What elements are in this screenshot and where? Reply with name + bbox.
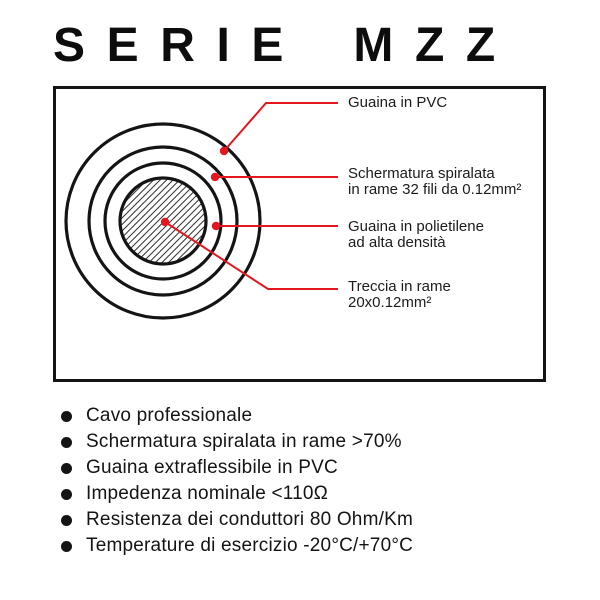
callout-dot-treccia-rame bbox=[161, 218, 169, 226]
feature-item bbox=[61, 405, 413, 427]
callout-label-guaina-polietilene: Guaina in polietilene ad alta densità bbox=[348, 218, 484, 251]
cable-cross-section-box bbox=[53, 86, 546, 382]
feature-item bbox=[61, 431, 413, 453]
callout-dot-guaina-pvc bbox=[220, 147, 228, 155]
callout-label-schermatura: Schermatura spiralata in rame 32 fili da 0.12mm² bbox=[348, 165, 522, 198]
feature-item bbox=[61, 457, 413, 479]
bullet-icon bbox=[61, 437, 72, 448]
feature-item bbox=[61, 483, 413, 505]
callout-dot-guaina-polietilene bbox=[212, 222, 220, 230]
feature-item bbox=[61, 535, 413, 557]
feature-list bbox=[61, 405, 413, 557]
page-title: SERIE MZZ bbox=[53, 19, 517, 72]
callout-line-guaina-pvc bbox=[224, 103, 338, 151]
callout-label-guaina-pvc: Guaina in PVC bbox=[348, 94, 448, 111]
bullet-icon bbox=[61, 463, 72, 474]
feature-text: Guaina extraflessibile in PVC bbox=[86, 457, 338, 478]
feature-text: Resistenza dei conduttori 80 Ohm/Km bbox=[86, 509, 413, 530]
callout-label-treccia-rame: Treccia in rame 20x0.12mm² bbox=[348, 278, 451, 311]
bullet-icon bbox=[61, 515, 72, 526]
bullet-icon bbox=[61, 541, 72, 552]
feature-item bbox=[61, 509, 413, 531]
feature-text: Impedenza nominale <110Ω bbox=[86, 483, 329, 504]
bullet-icon bbox=[61, 489, 72, 500]
feature-text: Schermatura spiralata in rame >70% bbox=[86, 431, 402, 452]
feature-text: Cavo professionale bbox=[86, 405, 253, 426]
feature-text: Temperature di esercizio -20°C/+70°C bbox=[86, 535, 414, 556]
bullet-icon bbox=[61, 411, 72, 422]
callout-dot-schermatura bbox=[211, 173, 219, 181]
